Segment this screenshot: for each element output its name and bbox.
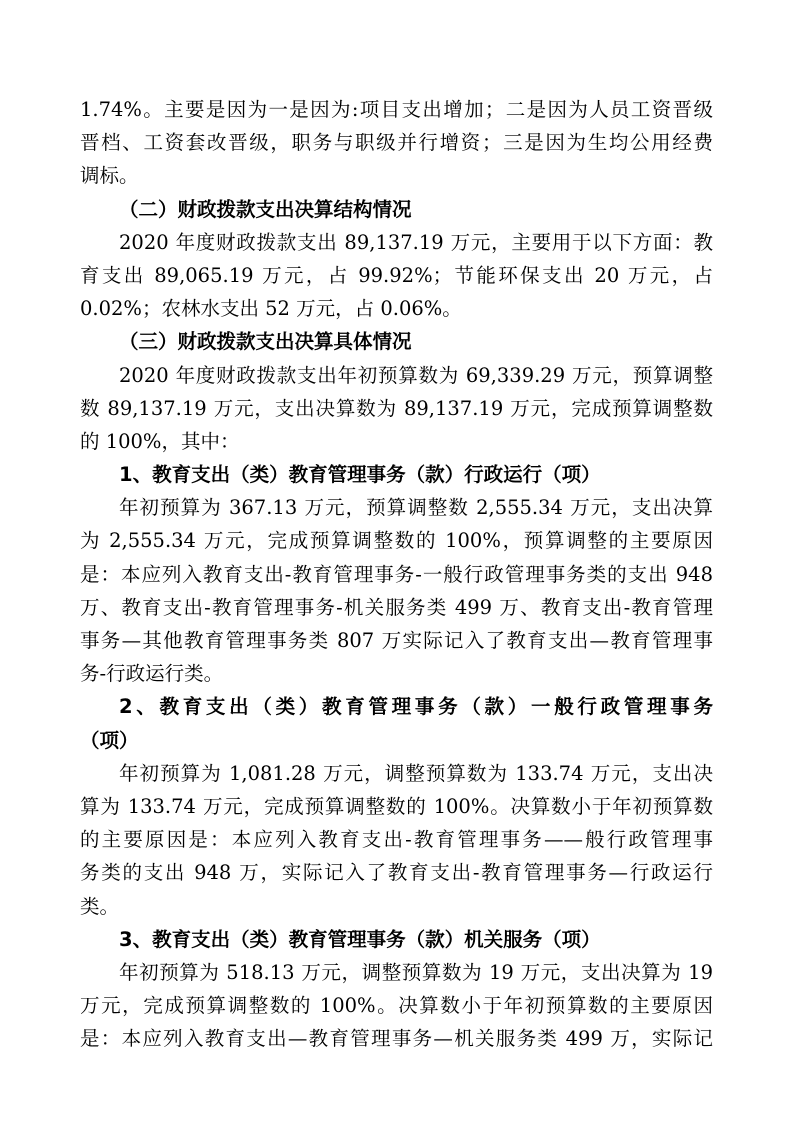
section-heading-line: 3、教育支出（类）教育管理事务（款）机关服务（项）	[119, 927, 601, 951]
paragraph-line: 为 2,555.34 万元，完成预算调整数的 100%，预算调整的主要原因	[80, 529, 713, 553]
paragraph-line: 年初预算为 1,081.28 万元，调整预算数为 133.74 万元，支出决	[119, 761, 713, 785]
paragraph-line: 务-行政运行类。	[80, 662, 224, 686]
paragraph-line: 务类的支出 948 万，实际记入了教育支出-教育管理事务—行政运行	[80, 861, 713, 885]
paragraph-line: 是：本应列入教育支出-教育管理事务-一般行政管理事务类的支出 948	[80, 562, 713, 586]
paragraph-line: 的主要原因是：本应列入教育支出-教育管理事务——般行政管理事	[80, 828, 713, 852]
section-heading-line: 2、教育支出（类）教育管理事务（款）一般行政管理事务	[119, 695, 713, 719]
paragraph-line: 年初预算为 367.13 万元，预算调整数 2,555.34 万元，支出决算	[119, 496, 713, 520]
paragraph-line: 类。	[80, 894, 120, 918]
paragraph-line: 事务—其他教育管理事务类 807 万实际记入了教育支出—教育管理事	[80, 629, 713, 652]
paragraph-line: 育支出 89,065.19 万元，占 99.92%；节能环保支出 20 万元，占	[80, 263, 713, 287]
section-heading-line: 1、教育支出（类）教育管理事务（款）行政运行（项）	[119, 463, 601, 487]
document-page	[80, 93, 713, 1055]
paragraph-line: 1.74%。主要是因为一是因为:项目支出增加；二是因为人员工资晋级	[80, 98, 713, 121]
paragraph-line: 算为 133.74 万元，完成预算调整数的 100%。决算数小于年初预算数	[80, 794, 713, 818]
section-heading-line: （二）财政拨款支出决算结构情况	[119, 197, 412, 221]
paragraph-line: 万元，完成预算调整数的 100%。决算数小于年初预算数的主要原因	[80, 994, 713, 1018]
paragraph-line: 调标。	[80, 164, 139, 188]
paragraph-line: 万、教育支出-教育管理事务-机关服务类 499 万、教育支出-教育管理	[80, 595, 713, 619]
paragraph-line: 晋档、工资套改晋级，职务与职级并行增资；三是因为生均公用经费	[80, 131, 713, 155]
section-heading-line: （项）	[80, 728, 139, 752]
paragraph-line: 是：本应列入教育支出—教育管理事务—机关服务类 499 万，实际记	[80, 1027, 713, 1051]
section-heading-line: （三）财政拨款支出决算具体情况	[119, 330, 412, 354]
paragraph-line: 的 100%，其中：	[80, 429, 240, 453]
paragraph-line: 0.02%；农林水支出 52 万元，占 0.06%。	[80, 297, 462, 321]
paragraph-line: 年初预算为 518.13 万元，调整预算数为 19 万元，支出决算为 19	[119, 960, 713, 984]
paragraph-line: 数 89,137.19 万元，支出决算数为 89,137.19 万元，完成预算调整数	[80, 396, 713, 420]
paragraph-line: 2020 年度财政拨款支出 89,137.19 万元，主要用于以下方面：教	[119, 230, 713, 254]
paragraph-line: 2020 年度财政拨款支出年初预算数为 69,339.29 万元，预算调整	[119, 363, 713, 387]
